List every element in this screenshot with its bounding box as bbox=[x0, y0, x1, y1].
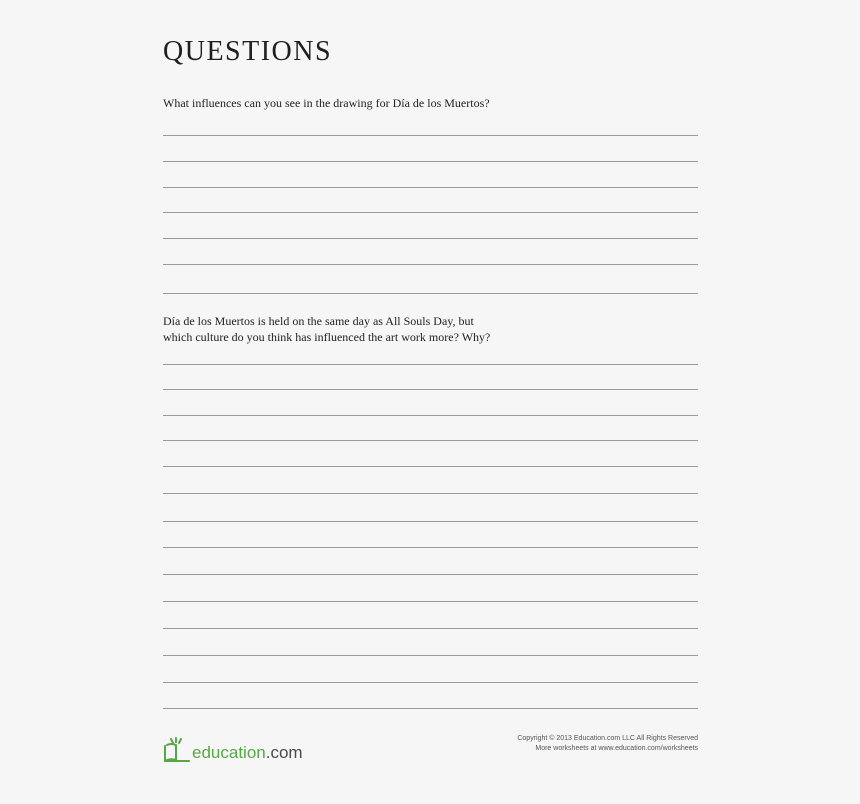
logo-wordmark bbox=[192, 743, 303, 764]
answer-line[interactable] bbox=[163, 415, 698, 416]
answer-line[interactable] bbox=[163, 466, 698, 467]
open-book-icon bbox=[162, 736, 192, 764]
education-logo[interactable] bbox=[162, 736, 303, 764]
answer-line[interactable] bbox=[163, 547, 698, 548]
answer-line[interactable] bbox=[163, 389, 698, 390]
page-title: QUESTIONS bbox=[163, 36, 333, 67]
answer-line[interactable] bbox=[163, 135, 698, 136]
answer-line[interactable] bbox=[163, 187, 698, 188]
answer-line[interactable] bbox=[163, 574, 698, 575]
more-worksheets-line[interactable]: More worksheets at www.education.com/worksheets bbox=[535, 745, 698, 752]
answer-line[interactable] bbox=[163, 212, 698, 213]
answer-line[interactable] bbox=[163, 601, 698, 602]
answer-line[interactable] bbox=[163, 238, 698, 239]
answer-line[interactable] bbox=[163, 293, 698, 294]
answer-line[interactable] bbox=[163, 521, 698, 522]
answer-line[interactable] bbox=[163, 708, 698, 709]
answer-line[interactable] bbox=[163, 440, 698, 441]
answer-line[interactable] bbox=[163, 628, 698, 629]
answer-line[interactable] bbox=[163, 264, 698, 265]
answer-line[interactable] bbox=[163, 682, 698, 683]
copyright-notice bbox=[517, 734, 698, 754]
logo-suffix: .com bbox=[265, 743, 303, 762]
copyright-line: Copyright © 2013 Education.com LLC All Rights Reserved bbox=[517, 735, 698, 742]
logo-brand: education bbox=[192, 743, 266, 762]
answer-line[interactable] bbox=[163, 364, 698, 365]
question-1: What influences can you see in the drawing for Día de los Muertos? bbox=[163, 96, 490, 110]
question-2-line-1: Día de los Muertos is held on the same day as All Souls Day, but bbox=[163, 314, 474, 328]
answer-line[interactable] bbox=[163, 493, 698, 494]
answer-line[interactable] bbox=[163, 161, 698, 162]
question-2-line-2: which culture do you think has influenced the art work more? Why? bbox=[163, 330, 491, 344]
answer-line[interactable] bbox=[163, 655, 698, 656]
question-2 bbox=[163, 313, 490, 345]
